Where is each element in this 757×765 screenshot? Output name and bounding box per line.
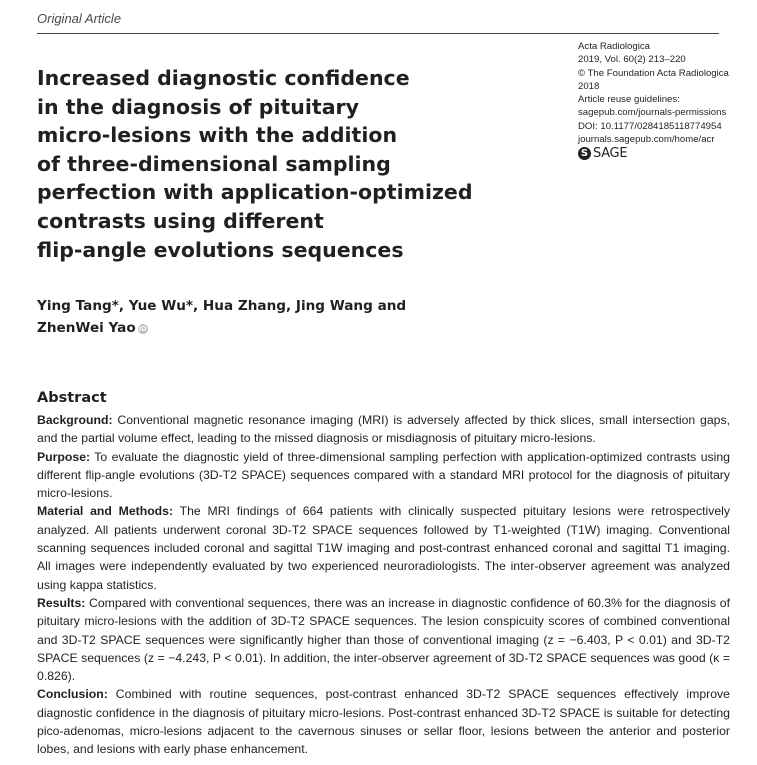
- journal-volume: 2019, Vol. 60(2) 213–220: [578, 54, 686, 66]
- section-text: Combined with routine sequences, post-contrast enhanced 3D-T2 SPACE sequences effectively improve diagnostic confidence in the diagnosis of pituitary micro-lesions. Post-contrast enhanced 3D-T2 SPACE is suitable for detecting pico-adenomas, micro-lesions adjacent to the cavernous sinuses or sellar floor, lesions between the anterior and posterior lobes, and lesions with early phase enhancement.: [37, 687, 730, 757]
- abstract-paragraph: [37, 685, 730, 758]
- reuse-label: Article reuse guidelines:: [578, 94, 680, 106]
- header-rule: [37, 33, 719, 34]
- section-label: Conclusion:: [37, 687, 108, 702]
- title-line: in the diagnosis of pituitary: [37, 94, 360, 119]
- title-line: perfection with application-optimized: [37, 180, 473, 205]
- author-name: ZhenWei Yao: [37, 319, 136, 336]
- section-text: The MRI findings of 664 patients with clinically suspected pituitary lesions were retrospectively analyzed. All patients underwent coronal 3D-T2 SPACE sequences followed by T1-weighted (T1W) imaging. Conventional scanning sequences included coronal and sagittal T1W imaging and post-contrast enhanced coronal and sagittal T1 imaging. All images were independently evaluated by two experienced neuroradiologists. The inter-observer agreement was analyzed using kappa statistics.: [37, 504, 730, 592]
- article-type-label: Original Article: [37, 11, 122, 26]
- section-text: Compared with conventional sequences, there was an increase in diagnostic confidence of 60.3% for the diagnosis of pituitary micro-lesions with the addition of 3D-T2 SPACE sequences. The lesion conspicuity scores of combined conventional and 3D-T2 SPACE sequences were significantly higher than those of conventional imaging (z = −6.403, P < 0.01) and 3D-T2 SPACE sequences (z = −4.243, P < 0.01). In addition, the inter-observer agreement of 3D-T2 SPACE sequences was good (κ = 0.826).: [37, 595, 730, 684]
- journal-meta: [578, 40, 748, 146]
- section-text: To evaluate the diagnostic yield of three-dimensional sampling perfection with application-optimized contrasts using different flip-angle evolutions (3D-T2 SPACE) sequences compared with a standard MRI protocol for the diagnosis of pituitary micro-lesions.: [37, 449, 730, 501]
- author-list: [37, 296, 497, 340]
- journal-name: Acta Radiologica: [578, 41, 650, 52]
- title-line: of three-dimensional sampling: [37, 151, 391, 176]
- doi-link[interactable]: DOI: 10.1177/0284185118774954: [578, 120, 722, 132]
- abstract-paragraph: [37, 594, 730, 685]
- orcid-icon[interactable]: iD: [138, 324, 147, 333]
- section-label: Purpose:: [37, 449, 91, 464]
- section-label: Material and Methods:: [37, 504, 174, 519]
- sage-logo: [578, 146, 627, 161]
- permissions-link[interactable]: sagepub.com/journals-permissions: [578, 107, 727, 119]
- abstract-paragraph: [37, 502, 730, 593]
- title-line: micro-lesions with the addition: [37, 123, 398, 148]
- author-line: Ying Tang*, Yue Wu*, Hua Zhang, Jing Wang and: [37, 298, 407, 314]
- author-line: [37, 318, 497, 340]
- sage-wordmark: SAGE: [593, 146, 628, 161]
- title-line: contrasts using different: [37, 208, 324, 233]
- section-label: Background:: [37, 413, 113, 427]
- abstract-paragraph: [37, 448, 730, 503]
- section-text: Conventional magnetic resonance imaging (MRI) is adversely affected by thick slices, small intersection gaps, and the partial volume effect, leading to the missed diagnosis or misdiagnosis of pituitary micro-lesions.: [37, 413, 730, 446]
- abstract-body: [37, 411, 730, 759]
- sage-mark-icon: S: [578, 147, 591, 160]
- title-line: Increased diagnostic confidence: [37, 66, 410, 90]
- abstract-heading: Abstract: [37, 390, 107, 406]
- copyright-year: 2018: [578, 80, 600, 92]
- journal-home-link[interactable]: journals.sagepub.com/home/acr: [578, 134, 715, 146]
- title-line: flip-angle evolutions sequences: [37, 237, 404, 262]
- section-label: Results:: [37, 595, 86, 610]
- article-title: [37, 64, 537, 264]
- copyright-line: © The Foundation Acta Radiologica: [578, 67, 729, 79]
- abstract-paragraph: [37, 411, 730, 448]
